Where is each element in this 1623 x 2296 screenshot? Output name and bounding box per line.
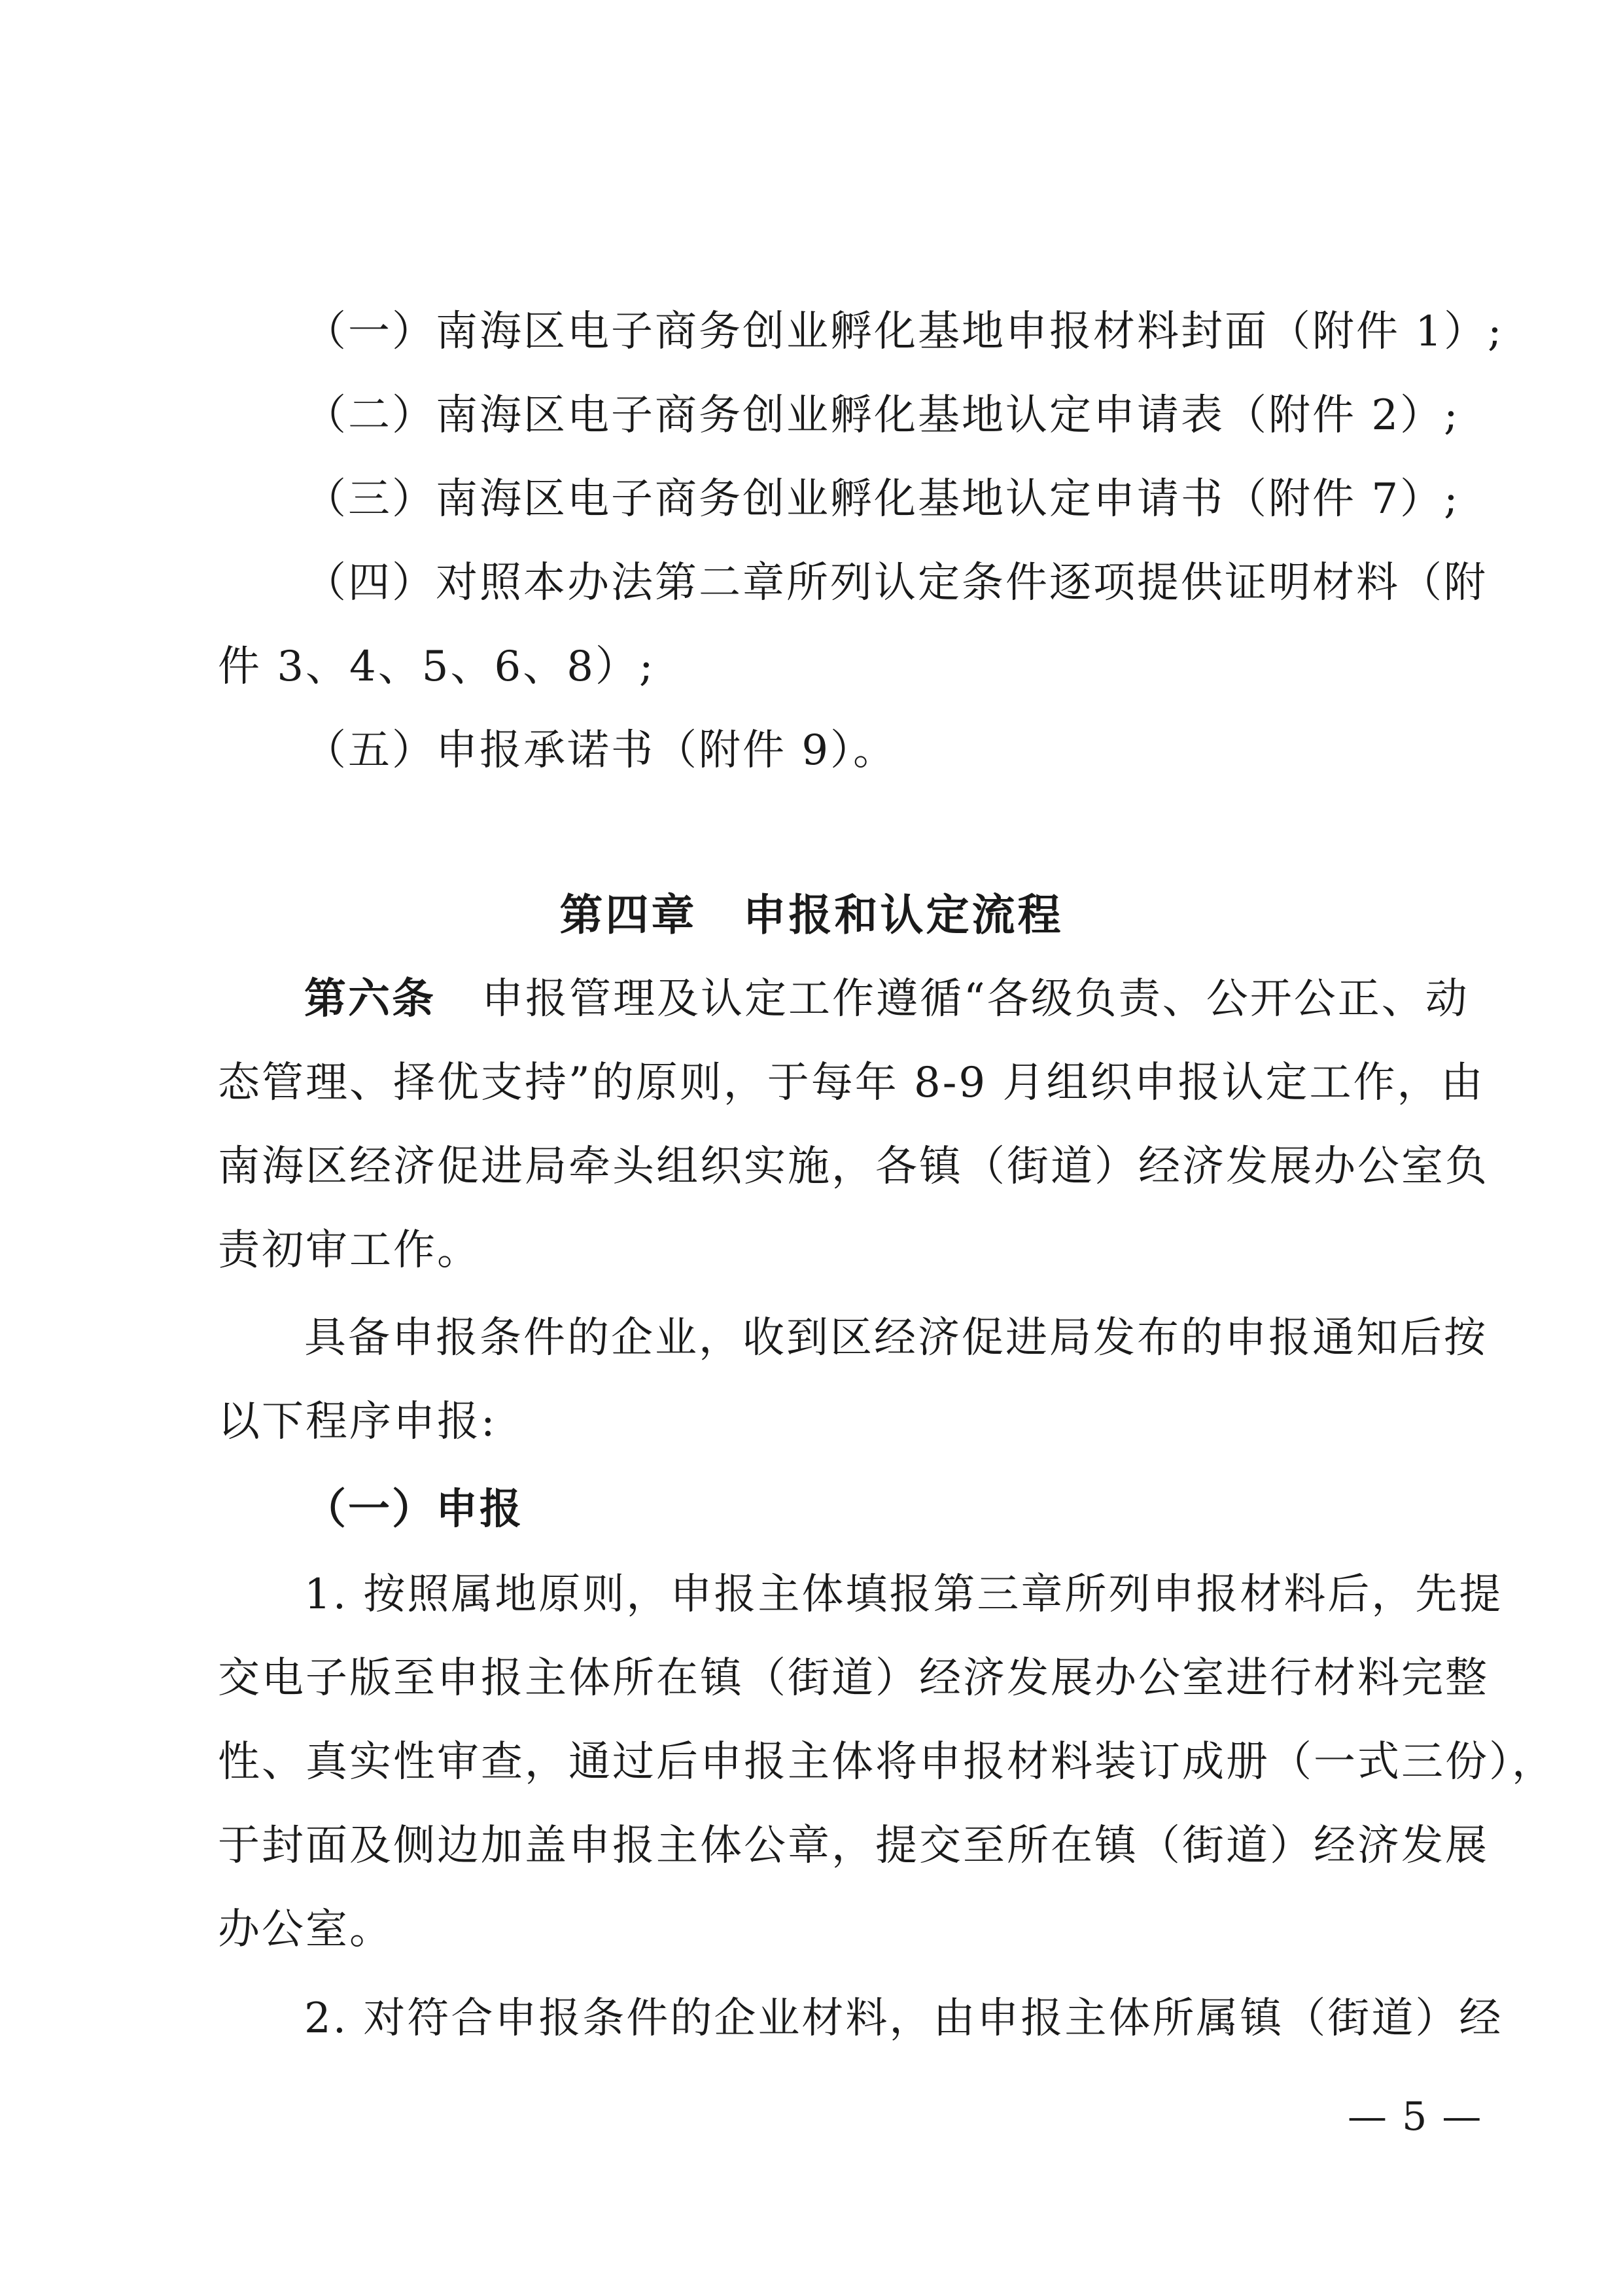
page-number: — 5 — (1348, 2094, 1483, 2140)
chapter-title: 第四章 申报和认定流程 (559, 890, 1064, 940)
item-1-line-4: 于封面及侧边加盖申报主体公章，提交至所在镇（街道）经济发展 (218, 1822, 1489, 1870)
material-item-5: （五）申报承诺书（附件 9）。 (304, 726, 898, 775)
article-6-line-3: 南海区经济促进局牵头组织实施，各镇（街道）经济发展办公室负 (218, 1142, 1489, 1191)
article-6-line-2: 态管理、择优支持”的原则，于每年 8-9 月组织申报认定工作，由 (218, 1059, 1485, 1107)
article-6-text: 申报管理及认定工作遵循“各级负责、公开公正、动 (481, 975, 1469, 1023)
article-6-first-line (304, 965, 1469, 1025)
item-1-line-3: 性、真实性审查，通过后申报主体将申报材料装订成册（一式三份）， (218, 1738, 1556, 1786)
material-item-4: （四）对照本办法第二章所列认定条件逐项提供证明材料（附 (304, 559, 1488, 607)
paragraph-line-2: 以下程序申报: (218, 1398, 497, 1446)
material-item-2: （二）南海区电子商务创业孵化基地认定申请表（附件 2）; (304, 391, 1460, 440)
material-item-1: （一）南海区电子商务创业孵化基地申报材料封面（附件 1）; (304, 308, 1504, 356)
material-item-3: （三）南海区电子商务创业孵化基地认定申请书（附件 7）; (304, 475, 1460, 523)
item-2-line-1: 2. 对符合申报条件的企业材料，由申报主体所属镇（街道）经 (304, 1994, 1503, 2043)
article-6-label: 第六条 (304, 975, 436, 1023)
item-1-line-2: 交电子版至申报主体所在镇（街道）经济发展办公室进行材料完整 (218, 1654, 1489, 1703)
item-1-line-1: 1. 按照属地原则，申报主体填报第三章所列申报材料后，先提 (304, 1570, 1503, 1619)
article-6-line-4: 责初审工作。 (218, 1226, 481, 1275)
material-item-4-cont: 件 3、4、5、6、8）; (218, 643, 655, 691)
item-1-line-5: 办公室。 (218, 1905, 393, 1954)
paragraph-line-1: 具备申报条件的企业，收到区经济促进局发布的申报通知后按 (304, 1314, 1488, 1362)
section-subheading: （一）申报 (304, 1485, 523, 1534)
